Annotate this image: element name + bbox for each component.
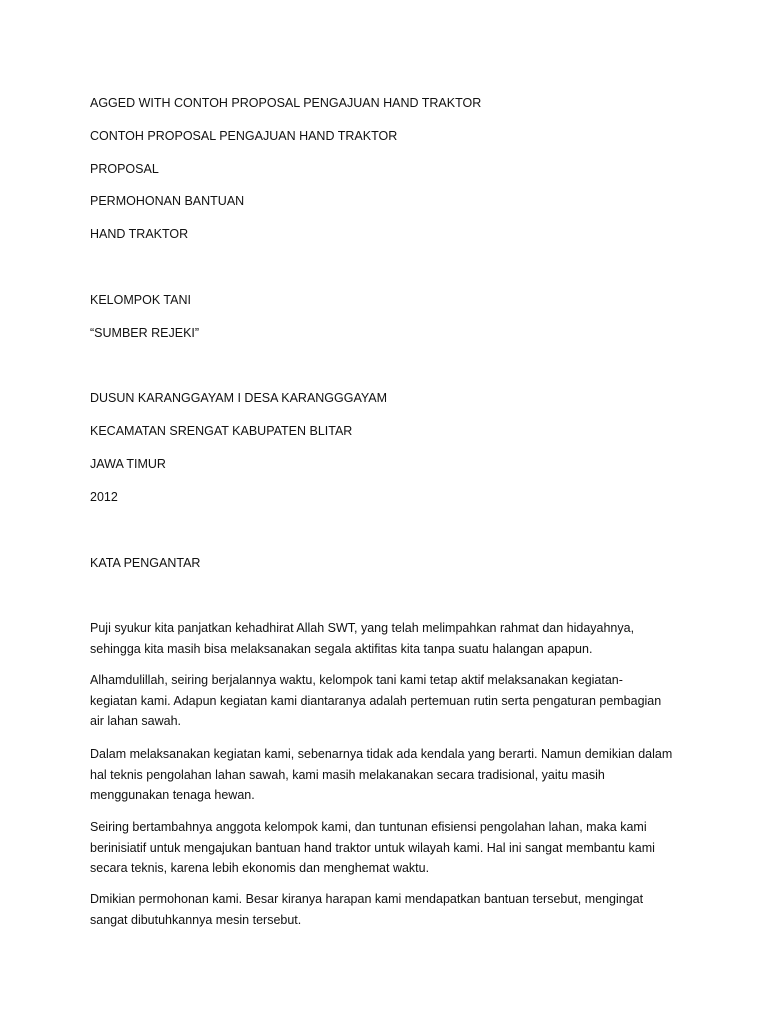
section-heading: KATA PENGANTAR [90, 556, 201, 570]
paragraph [90, 817, 680, 879]
group-name: “SUMBER REJEKI” [90, 326, 200, 340]
paragraph-line: Dalam melaksanakan kegiatan kami, sebenarnya tidak ada kendala yang berarti. Namun demikian dalam [90, 747, 673, 761]
address-district: KECAMATAN SRENGAT KABUPATEN BLITAR [90, 424, 353, 438]
document-heading: CONTOH PROPOSAL PENGAJUAN HAND TRAKTOR [90, 129, 398, 143]
address-province: JAWA TIMUR [90, 457, 166, 471]
paragraph [90, 889, 680, 930]
proposal-label: PROPOSAL [90, 162, 159, 176]
paragraph-line: Alhamdulillah, seiring berjalannya waktu, kelompok tani kami tetap aktif melaksanakan kegiatan- [90, 673, 623, 687]
paragraph-line: Seiring bertambahnya anggota kelompok kami, dan tuntunan efisiensi pengolahan lahan, maka kami [90, 820, 647, 834]
subject-label: HAND TRAKTOR [90, 227, 189, 241]
paragraph-line: secara teknis, karena lebih ekonomis dan menghemat waktu. [90, 861, 430, 875]
address-village: DUSUN KARANGGAYAM I DESA KARANGGGAYAM [90, 391, 388, 405]
paragraph-line: sehingga kita masih bisa melaksanakan segala aktifitas kita tanpa suatu halangan apapun. [90, 641, 593, 656]
request-label: PERMOHONAN BANTUAN [90, 194, 245, 208]
paragraph [90, 670, 680, 732]
paragraph-line: hal teknis pengolahan lahan sawah, kami masih melakanakan secara tradisional, yaitu masih [90, 767, 605, 782]
paragraph-line: Puji syukur kita panjatkan kehadhirat Allah SWT, yang telah melimpahkan rahmat dan hidayahnya, [90, 621, 635, 635]
paragraph-line: Dmikian permohonan kami. Besar kiranya harapan kami mendapatkan bantuan tersebut, mengingat [90, 892, 644, 906]
document-year: 2012 [90, 490, 118, 504]
paragraph-line: sangat dibutuhkannya mesin tersebut. [90, 912, 302, 927]
tag-line: AGGED WITH CONTOH PROPOSAL PENGAJUAN HAND TRAKTOR [90, 96, 482, 110]
paragraph-line: menggunakan tenaga hewan. [90, 788, 255, 802]
paragraph-line: air lahan sawah. [90, 714, 182, 728]
paragraph-line: berinisiatif untuk mengajukan bantuan hand traktor untuk wilayah kami. Hal ini sangat membantu kami [90, 840, 655, 855]
paragraph [90, 744, 680, 806]
paragraph [90, 618, 680, 659]
paragraph-line: kegiatan kami. Adapun kegiatan kami diantaranya adalah pertemuan rutin serta pengaturan pembagian [90, 693, 662, 708]
group-label: KELOMPOK TANI [90, 293, 191, 307]
